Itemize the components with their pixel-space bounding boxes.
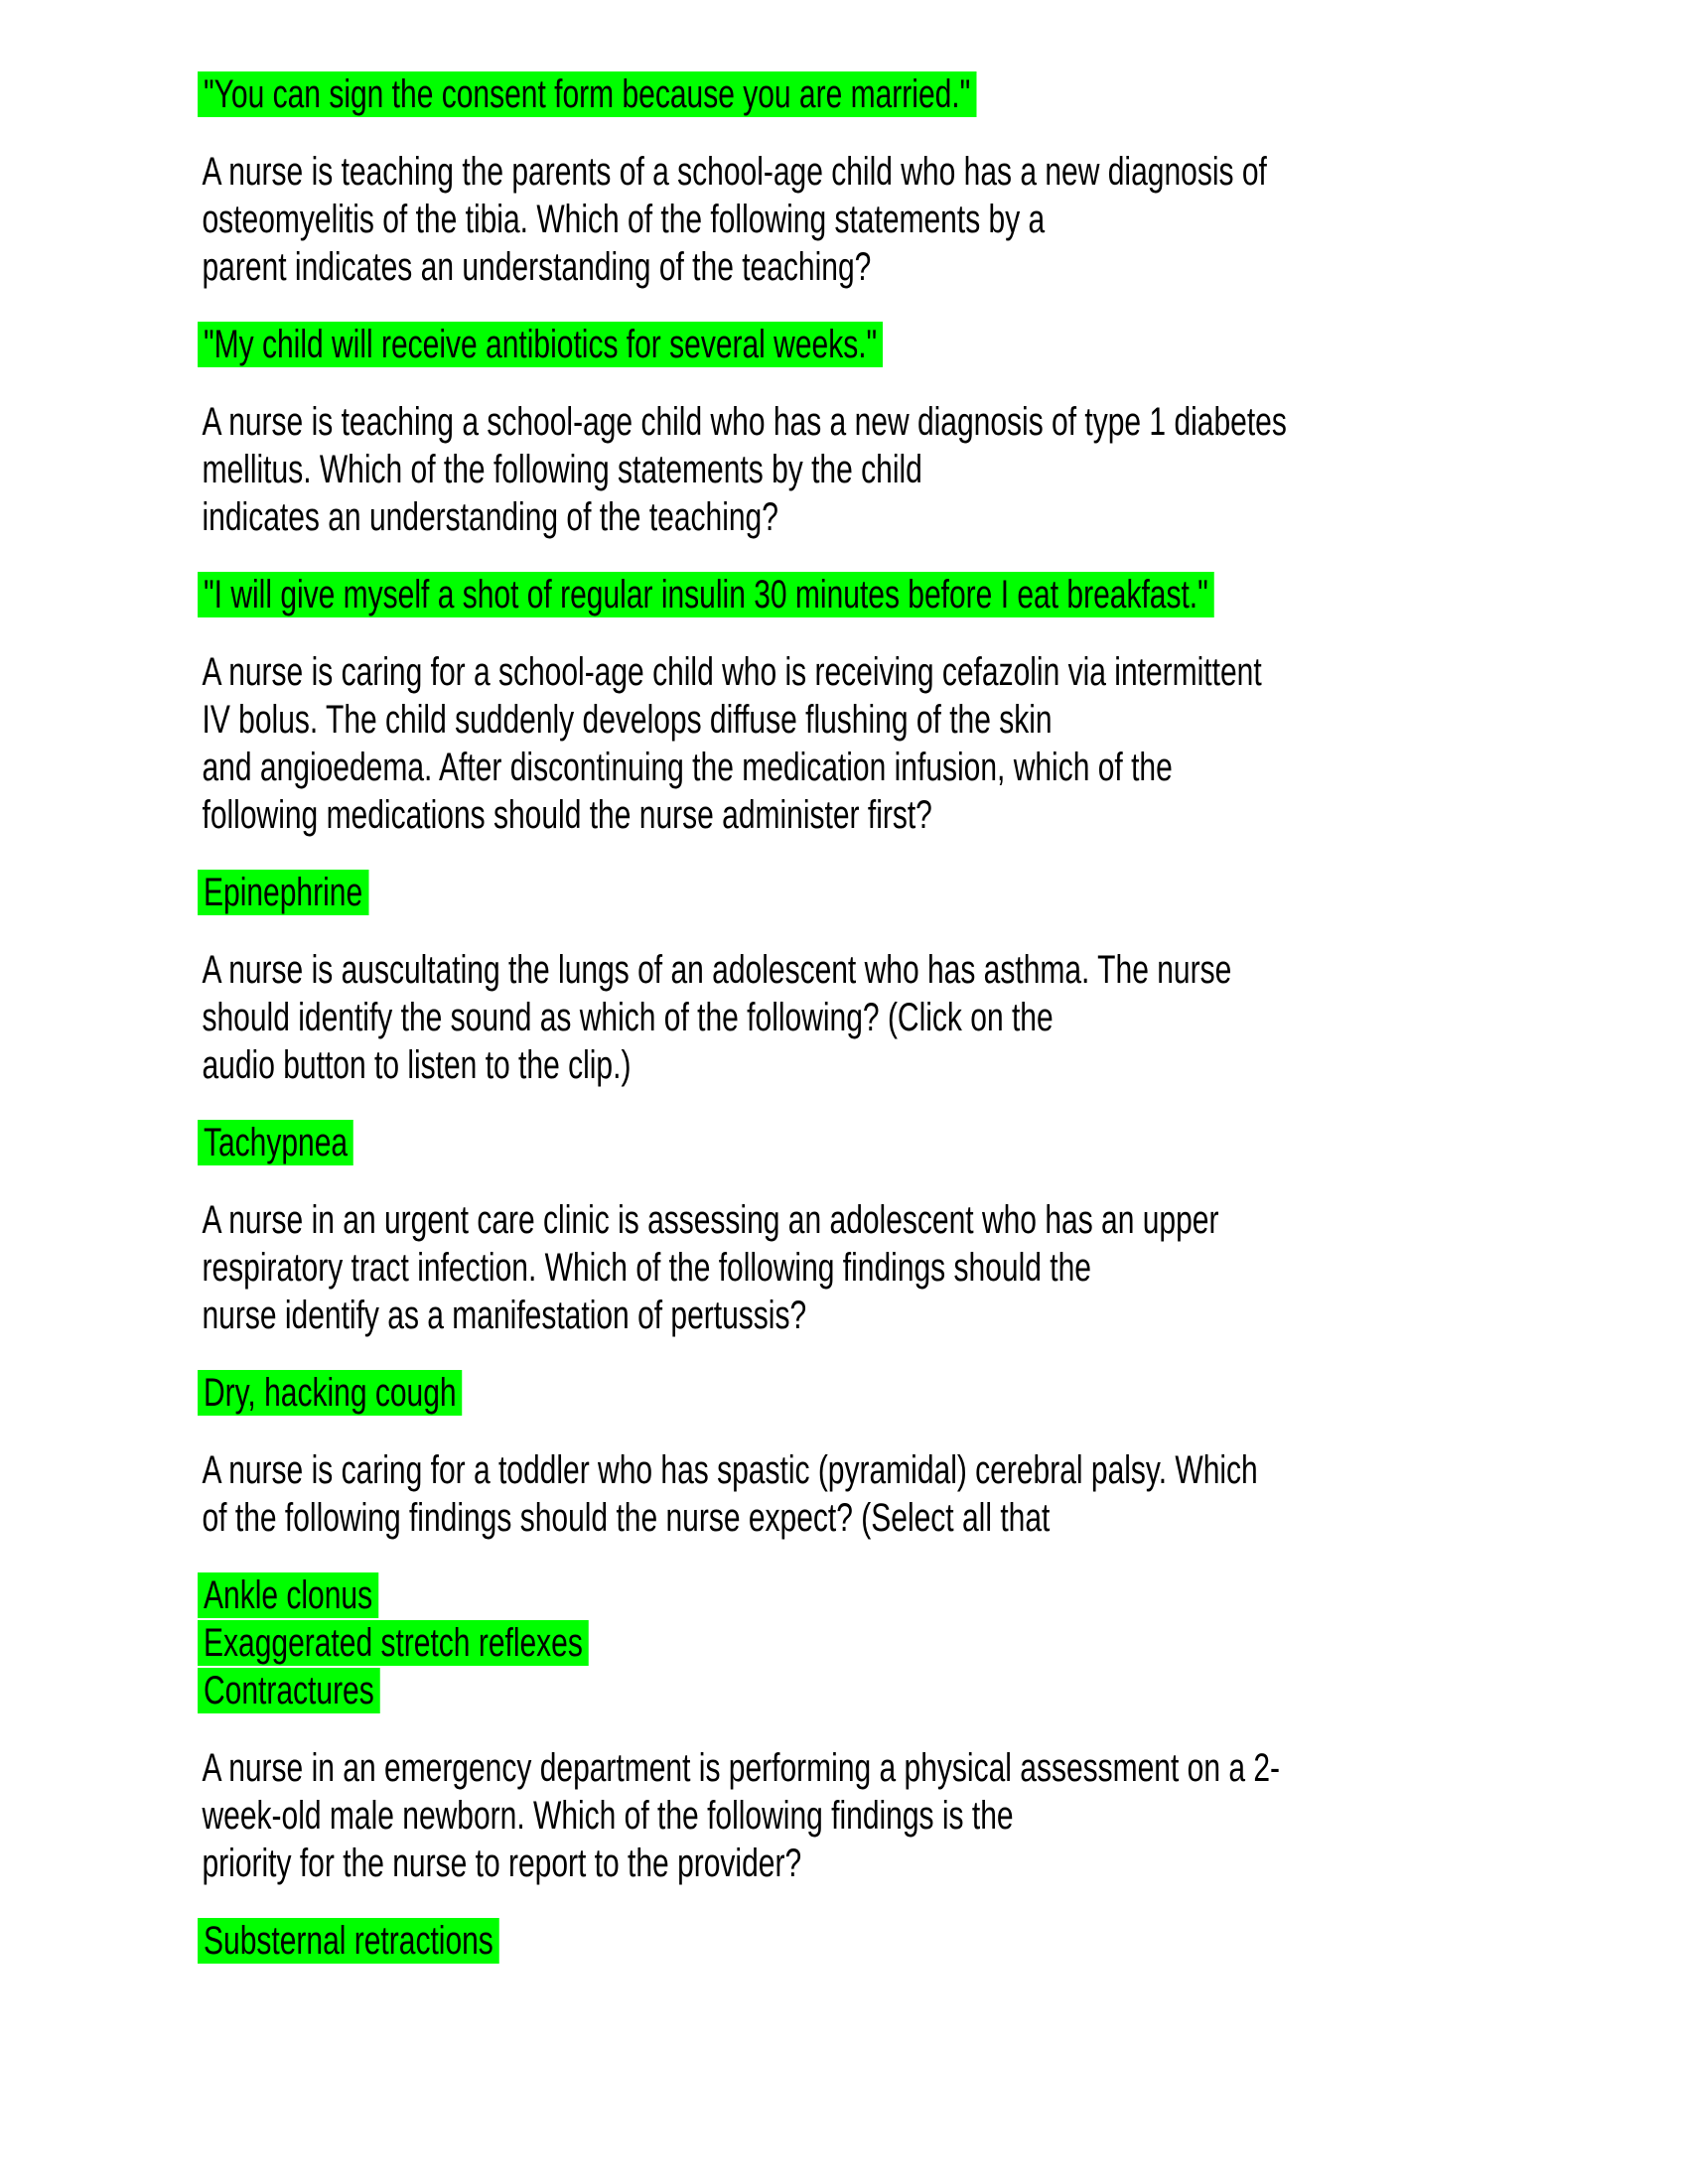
highlight-text: Exaggerated stretch reflexes (198, 1620, 589, 1666)
highlighted-answer (198, 1917, 1538, 1965)
highlighted-answer (198, 70, 1538, 118)
question-paragraph (198, 648, 1538, 839)
highlighted-answer (198, 321, 1538, 368)
question-text-line: A nurse in an urgent care clinic is assessing an adolescent who has an upper (202, 1198, 1219, 1242)
highlighted-answer (198, 869, 1538, 916)
question-text-line: audio button to listen to the clip.) (202, 1043, 632, 1087)
answer-line (198, 1619, 1538, 1667)
highlighted-answer (198, 1369, 1538, 1417)
question-text-line: of the following findings should the nurse expect? (Select all that (202, 1496, 1051, 1540)
question-text-line: and angioedema. After discontinuing the medication infusion, which of the (202, 746, 1173, 789)
question-text-line: should identify the sound as which of the following? (Click on the (202, 996, 1054, 1039)
answer-line (198, 1917, 1538, 1965)
highlight-text: Dry, hacking cough (198, 1370, 463, 1416)
highlighted-answer (198, 571, 1538, 618)
highlight-text: "I will give myself a shot of regular insulin 30 minutes before I eat breakfast." (198, 572, 1214, 617)
highlight-text: Contractures (198, 1668, 380, 1713)
highlight-text: "My child will receive antibiotics for several weeks." (198, 322, 883, 367)
document-content (198, 70, 1538, 1965)
answer-line (198, 1119, 1538, 1166)
question-text-line: indicates an understanding of the teaching? (202, 495, 778, 539)
highlight-text: Substernal retractions (198, 1918, 499, 1964)
highlight-text: "You can sign the consent form because you are married." (198, 71, 976, 117)
highlight-text: Epinephrine (198, 870, 368, 915)
highlighted-answer (198, 1571, 1538, 1714)
question-text-line: priority for the nurse to report to the provider? (202, 1842, 802, 1885)
question-paragraph (198, 1196, 1538, 1339)
question-text-line: following medications should the nurse administer first? (202, 793, 932, 837)
question-paragraph (198, 1744, 1538, 1887)
question-text-line: A nurse is auscultating the lungs of an adolescent who has asthma. The nurse (202, 948, 1232, 992)
question-text-line: osteomyelitis of the tibia. Which of the following statements by a (202, 198, 1046, 241)
question-paragraph (198, 1446, 1538, 1542)
answer-line (198, 1369, 1538, 1417)
question-text-line: A nurse is caring for a toddler who has spastic (pyramidal) cerebral palsy. Which (202, 1448, 1258, 1492)
answer-line (198, 1571, 1538, 1619)
question-paragraph (198, 148, 1538, 291)
answer-line (198, 1667, 1538, 1714)
question-text-line: A nurse in an emergency department is performing a physical assessment on a 2- (202, 1746, 1281, 1790)
answer-line (198, 70, 1538, 118)
answer-line (198, 571, 1538, 618)
highlight-text: Tachypnea (198, 1120, 353, 1165)
question-text-line: respiratory tract infection. Which of the following findings should the (202, 1246, 1091, 1290)
answer-line (198, 321, 1538, 368)
question-paragraph (198, 946, 1538, 1089)
question-text-line: A nurse is caring for a school-age child who is receiving cefazolin via intermittent (202, 650, 1262, 694)
question-text-line: parent indicates an understanding of the teaching? (202, 245, 872, 289)
answer-line (198, 869, 1538, 916)
highlighted-answer (198, 1119, 1538, 1166)
question-text-line: week-old male newborn. Which of the following findings is the (202, 1794, 1014, 1838)
highlight-text: Ankle clonus (198, 1572, 378, 1618)
question-text-line: nurse identify as a manifestation of pertussis? (202, 1294, 807, 1337)
question-text-line: IV bolus. The child suddenly develops diffuse flushing of the skin (202, 698, 1053, 742)
question-text-line: A nurse is teaching the parents of a school-age child who has a new diagnosis of (202, 150, 1267, 194)
question-paragraph (198, 398, 1538, 541)
question-text-line: A nurse is teaching a school-age child who has a new diagnosis of type 1 diabetes (202, 400, 1287, 444)
question-text-line: mellitus. Which of the following statements by the child (202, 448, 922, 491)
